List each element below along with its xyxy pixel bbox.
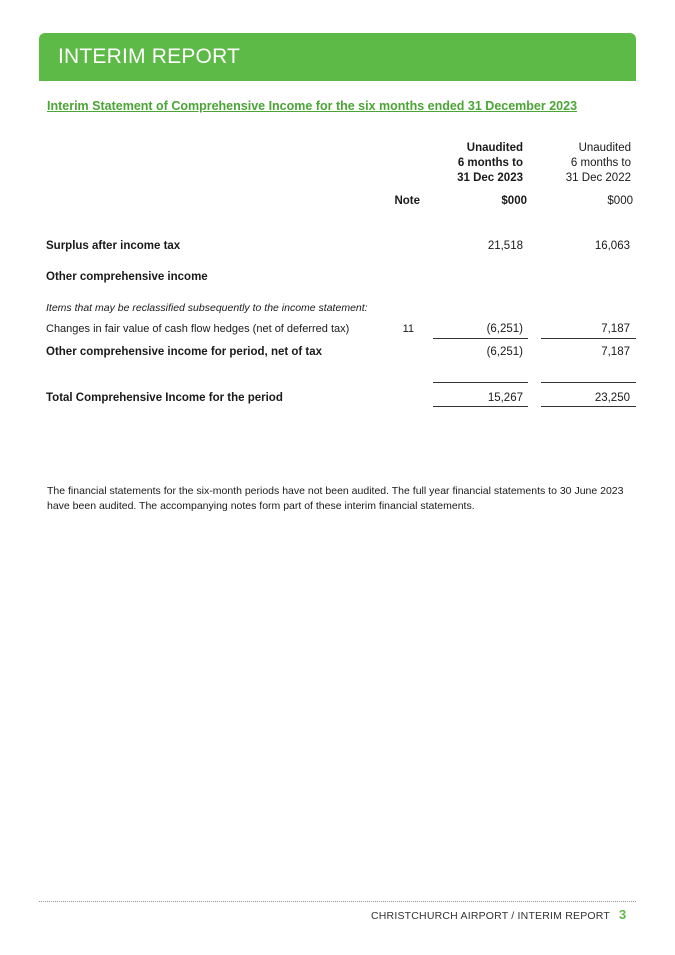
col2-unit: $000: [607, 195, 633, 207]
total-label: Total Comprehensive Income for the period: [46, 392, 283, 404]
footer-divider: [39, 901, 636, 902]
col1-line3: 31 Dec 2023: [457, 172, 523, 184]
total-value-2022: 23,250: [594, 392, 630, 404]
total-value-2023: 15,267: [487, 392, 523, 404]
page-number: 3: [619, 907, 627, 922]
surplus-label: Surplus after income tax: [46, 240, 181, 252]
oci-total-label: Other comprehensive income for period, net of tax: [46, 346, 323, 358]
column-header-2023: [420, 141, 523, 186]
oci-heading: Other comprehensive income: [46, 271, 208, 283]
hedges-value-2023: (6,251): [486, 323, 523, 335]
items-heading: Items that may be reclassified subsequently to the income statement:: [46, 302, 368, 314]
hedges-note: 11: [402, 323, 414, 335]
col1-line2: 6 months to: [457, 157, 523, 169]
total-top-rule-2022: [541, 382, 636, 383]
col1-unit: $000: [501, 195, 527, 207]
col2-line3: 31 Dec 2022: [565, 172, 631, 184]
statement-title: Interim Statement of Comprehensive Income for the six months ended 31 December 2023: [47, 99, 578, 113]
surplus-value-2023: 21,518: [487, 240, 523, 252]
oci-total-value-2023: (6,251): [486, 346, 523, 358]
hedges-rule-2023: [433, 338, 528, 339]
report-banner: [39, 33, 636, 81]
hedges-label: Changes in fair value of cash flow hedges (net of deferred tax): [46, 323, 350, 335]
total-bottom-rule-2023: [433, 406, 528, 407]
oci-total-value-2022: 7,187: [601, 346, 630, 358]
col2-line1: Unaudited: [578, 142, 631, 154]
hedges-rule-2022: [541, 338, 636, 339]
total-bottom-rule-2022: [541, 406, 636, 407]
col1-line1: Unaudited: [466, 142, 523, 154]
surplus-value-2022: 16,063: [594, 240, 630, 252]
column-header-2022: [528, 141, 631, 186]
col2-line2: 6 months to: [570, 157, 631, 169]
note-header: Note: [394, 195, 420, 207]
footer-text: CHRISTCHURCH AIRPORT / INTERIM REPORT: [370, 910, 610, 922]
footnote: The financial statements for the six-month periods have not been audited. The full year financial statements to 30 June 2023 have been audited. The accompanying notes form part of these interim financial statements.: [47, 485, 624, 512]
banner-title: INTERIM REPORT: [58, 45, 241, 68]
hedges-value-2022: 7,187: [601, 323, 630, 335]
total-top-rule-2023: [433, 382, 528, 383]
